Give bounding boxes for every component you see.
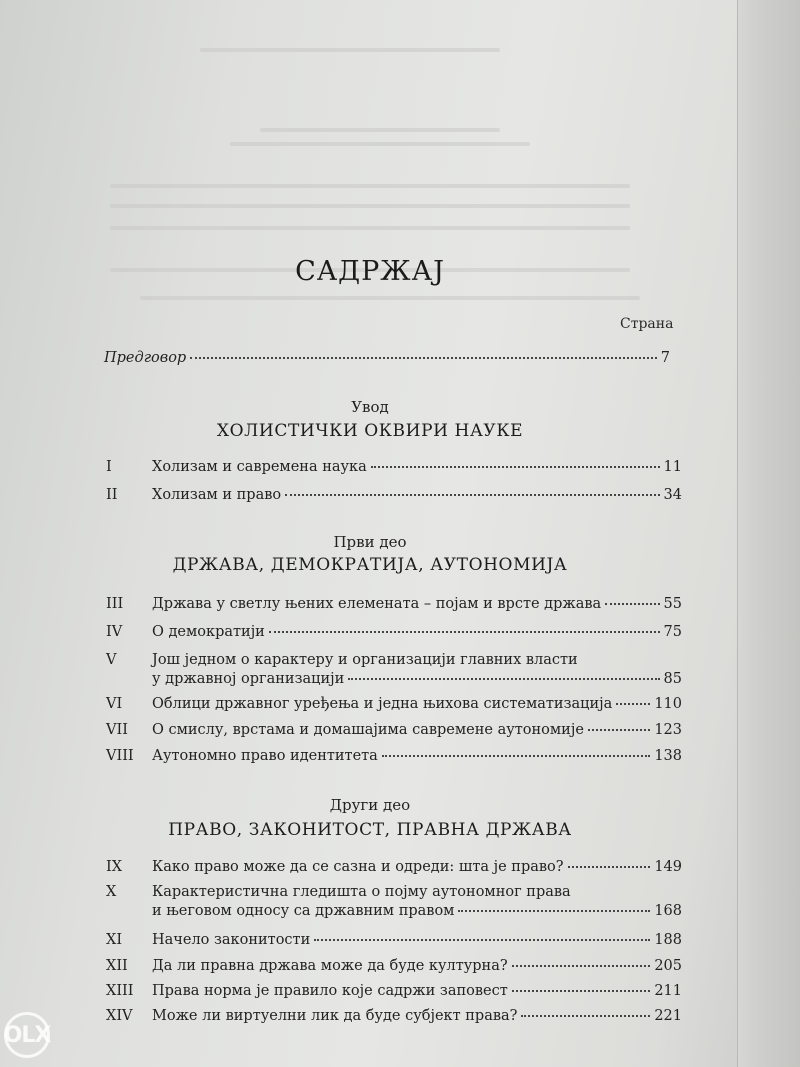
- chapter-number: II: [106, 487, 118, 503]
- toc-entry-title: Облици државног уређења и једна њихова систематизација: [152, 696, 613, 712]
- chapter-number: V: [106, 652, 117, 668]
- toc-entry: [106, 1008, 682, 1024]
- toc-entry: [106, 722, 682, 738]
- leader-dots: [458, 910, 650, 912]
- chapter-number: IV: [106, 624, 123, 640]
- toc-entry: [106, 696, 682, 712]
- toc-entry: [106, 983, 682, 999]
- toc-entry: [106, 596, 682, 612]
- toc-entry-page: 188: [654, 932, 682, 948]
- toc-entry: [106, 859, 682, 875]
- toc-entry-title: Како право може да се сазна и одреди: шта је право?: [152, 859, 564, 875]
- toc-entry: [106, 652, 682, 687]
- toc-entry-page: 85: [663, 671, 682, 687]
- toc-entry-title: О демократији: [152, 624, 265, 640]
- watermark-ring: [4, 1012, 50, 1058]
- toc-entry-title-continued: и његовом односу са државним правом: [152, 903, 455, 919]
- section-kicker: Увод: [351, 398, 389, 416]
- toc-entry: [106, 748, 682, 764]
- toc-entry-title: Још једном о карактеру и организацији главних власти: [152, 652, 578, 668]
- chapter-number: XII: [106, 958, 128, 974]
- chapter-number: XIII: [106, 983, 134, 999]
- page-title: САДРЖАЈ: [295, 256, 445, 287]
- toc-entry-title: Аутономно право идентитета: [152, 748, 378, 764]
- toc-entry-title: Начело законитости: [152, 932, 311, 948]
- leader-dots: [616, 703, 650, 705]
- toc-entry-page: 11: [663, 459, 682, 475]
- toc-entry-title: Холизам и савремена наука: [152, 459, 367, 475]
- page-edge: [737, 0, 800, 1067]
- toc-entry-title-continued: у државној организацији: [152, 671, 345, 687]
- leader-dots: [348, 678, 659, 680]
- leader-dots: [382, 755, 650, 757]
- leader-dots: [512, 965, 651, 967]
- toc-entry: [106, 958, 682, 974]
- toc-entry-title: Права норма је правило које садржи заповест: [152, 983, 508, 999]
- bleed-through-line: [230, 142, 530, 146]
- toc-entry-page: 55: [663, 596, 682, 612]
- toc-entry-title: Холизам и право: [152, 487, 282, 503]
- bleed-through-line: [110, 204, 630, 208]
- toc-entry-title: Да ли правна држава може да буде културна?: [152, 958, 508, 974]
- bleed-through-line: [110, 184, 630, 188]
- toc-entry-page: 34: [663, 487, 682, 503]
- toc-entry: [106, 624, 682, 640]
- bleed-through-line: [260, 128, 500, 132]
- toc-entry-page: 211: [654, 983, 682, 999]
- leader-dots: [512, 990, 651, 992]
- page-column-header: Страна: [620, 316, 674, 332]
- toc-entry-page: 138: [654, 748, 682, 764]
- toc-entry-title: Предговор: [104, 350, 187, 366]
- bleed-through-line: [200, 48, 500, 52]
- watermark-text: OLX: [3, 1022, 51, 1048]
- toc-entry-preface: [104, 350, 670, 366]
- chapter-number: I: [106, 459, 112, 475]
- section-title: ДРЖАВА, ДЕМОКРАТИЈА, АУТОНОМИЈА: [172, 555, 568, 575]
- chapter-number: III: [106, 596, 124, 612]
- leader-dots: [568, 866, 651, 868]
- olx-watermark: [4, 1012, 50, 1058]
- section-kicker: Први део: [333, 533, 407, 551]
- section-title: ХОЛИСТИЧКИ ОКВИРИ НАУКЕ: [216, 421, 524, 441]
- chapter-number: XIV: [106, 1008, 133, 1024]
- toc-entry-page: 221: [654, 1008, 682, 1024]
- leader-dots: [605, 603, 659, 605]
- leader-dots: [371, 466, 660, 468]
- toc-entry-page: 7: [660, 350, 670, 366]
- toc-entry: [106, 932, 682, 948]
- toc-entry-title: Држава у светлу њених елемената – појам и врсте држава: [152, 596, 602, 612]
- leader-dots: [521, 1015, 650, 1017]
- toc-entry: [106, 487, 682, 503]
- chapter-number: IX: [106, 859, 123, 875]
- bleed-through-line: [110, 226, 630, 230]
- toc-entry-page: 110: [654, 696, 682, 712]
- toc-entry-page: 123: [654, 722, 682, 738]
- leader-dots: [314, 939, 650, 941]
- chapter-number: VIII: [106, 748, 134, 764]
- section-kicker: Други део: [329, 796, 411, 814]
- leader-dots: [190, 357, 657, 359]
- toc-entry-page: 205: [654, 958, 682, 974]
- toc-entry-title: Карактеристична гледишта о појму аутономног права: [152, 884, 571, 900]
- toc-entry: [106, 459, 682, 475]
- chapter-number: X: [106, 884, 117, 900]
- chapter-number: VI: [106, 696, 123, 712]
- toc-entry: [106, 884, 682, 919]
- chapter-number: XI: [106, 932, 123, 948]
- leader-dots: [269, 631, 660, 633]
- toc-entry-title: Може ли виртуелни лик да буде субјект права?: [152, 1008, 518, 1024]
- section-title: ПРАВО, ЗАКОНИТОСТ, ПРАВНА ДРЖАВА: [168, 820, 572, 840]
- leader-dots: [285, 494, 659, 496]
- chapter-number: VII: [106, 722, 128, 738]
- toc-entry-page: 149: [654, 859, 682, 875]
- bleed-through-line: [140, 296, 640, 300]
- leader-dots: [588, 729, 650, 731]
- toc-entry-page: 75: [663, 624, 682, 640]
- toc-entry-page: 168: [654, 903, 682, 919]
- toc-entry-title: О смислу, врстама и домашајима савремене аутономије: [152, 722, 584, 738]
